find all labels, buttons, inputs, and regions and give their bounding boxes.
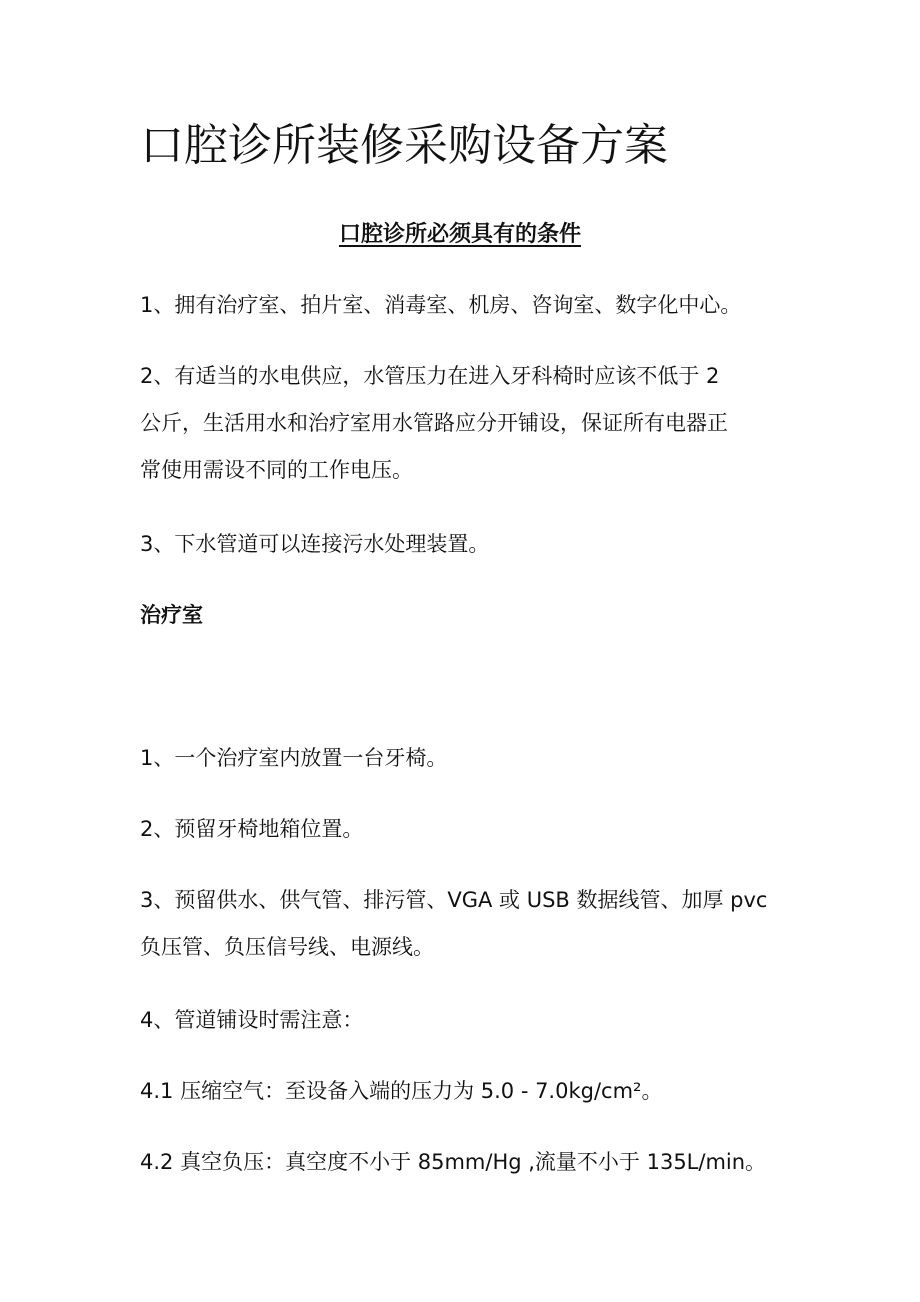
- treatment-item-2: [140, 806, 790, 853]
- treatment-line: 2、预留牙椅地箱位置。: [140, 817, 364, 841]
- treatment-item-4: [140, 997, 790, 1044]
- condition-item-2: [140, 353, 790, 494]
- condition-item-3: [140, 521, 790, 568]
- treatment-item-4-1: [140, 1068, 790, 1115]
- condition-line: 2、有适当的水电供应，水管压力在进入牙科椅时应该不低于 2: [140, 364, 720, 388]
- conditions-heading-text: 口腔诊所必须具有的条件: [338, 222, 581, 247]
- treatment-line: 4、管道铺设时需注意：: [140, 1008, 364, 1032]
- section-title-treatment-room: 治疗室: [140, 603, 203, 627]
- treatment-item-3: [140, 877, 790, 971]
- condition-line: 常使用需设不同的工作电压。: [140, 458, 413, 482]
- condition-item-1: [140, 282, 790, 329]
- treatment-line: 负压管、负压信号线、电源线。: [140, 935, 434, 959]
- treatment-line: 1、一个治疗室内放置一台牙椅。: [140, 746, 448, 770]
- condition-line: 公斤，生活用水和治疗室用水管路应分开铺设，保证所有电器正: [140, 411, 728, 435]
- treatment-line: 4.2 真空负压：真空度不小于 85mm/Hg ,流量不小于 135L/min。: [140, 1150, 767, 1174]
- treatment-item-4-2: [140, 1139, 790, 1186]
- treatment-line: 4.1 压缩空气：至设备入端的压力为 5.0 - 7.0kg/cm²。: [140, 1079, 663, 1103]
- treatment-item-1: [140, 735, 790, 782]
- conditions-heading: [0, 220, 920, 250]
- document-title: 口腔诊所装修采购设备方案: [140, 120, 668, 171]
- condition-line: 1、拥有治疗室、拍片室、消毒室、机房、咨询室、数字化中心。: [140, 293, 742, 317]
- condition-line: 3、下水管道可以连接污水处理装置。: [140, 532, 490, 556]
- treatment-line: 3、预留供水、供气管、排污管、VGA 或 USB 数据线管、加厚 pvc: [140, 888, 768, 912]
